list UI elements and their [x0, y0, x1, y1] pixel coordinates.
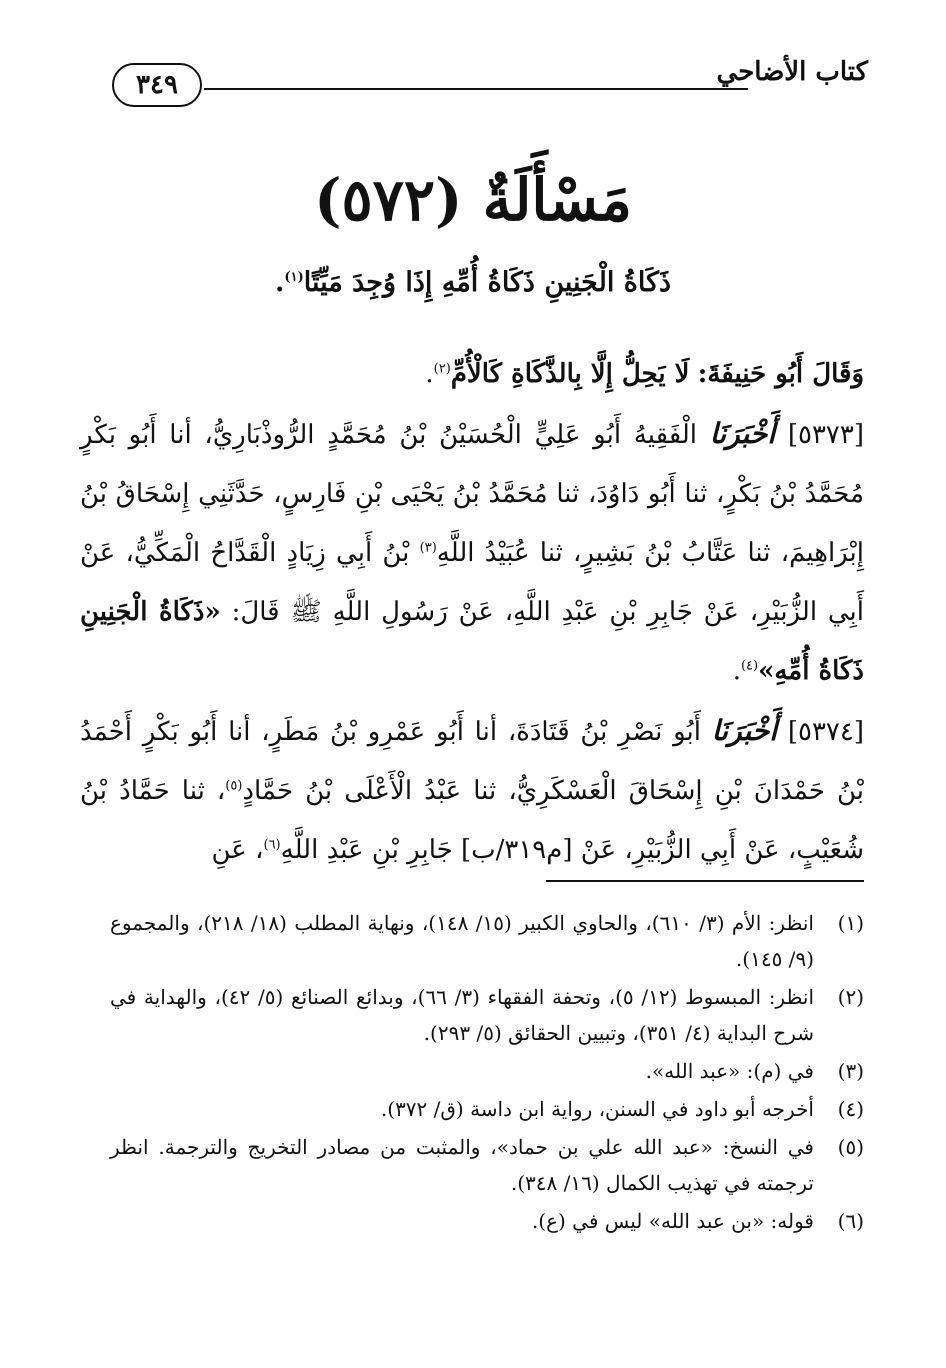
hadith-5373: [80, 404, 864, 701]
footnote: [110, 905, 864, 977]
isnad-text-cont: بْنُ أَبِي زِيَادٍ الْقَدَّاحُ الْمَكِّيُّ، عَنْ أَبِي الزُّبَيْرِ، عَنْ جَابِرِ بْنِ عَبْدِ اللَّهِ، عَنْ رَسُولِ اللَّهِ ﷺ قَالَ:: [80, 538, 864, 627]
footnote: [110, 1203, 864, 1239]
isnad-text: الْفَقِيهُ أَبُو عَلِيٍّ الْحُسَيْنُ بْنُ مُحَمَّدٍ الرُّوذْبَارِيُّ، أنا أَبُو بَكْرٍ مُحَمَّدُ بْنُ بَكْرٍ، ثنا أَبُو دَاوُدَ، ثنا مُحَمَّدُ بْنُ يَحْيَى بْنِ فَارِسٍ، حَدَّثَنِي إِسْحَاقُ بْنُ إِبْرَاهِيمَ، ثنا عَتَّابُ بْنُ بَشِيرٍ، ثنا عُبَيْدُ اللَّهِ: [80, 420, 864, 568]
akhbarana-label: أَخْبَرَنَا: [709, 417, 776, 450]
footnote-number: (٢): [837, 985, 864, 1009]
footnote-number: (١): [837, 911, 864, 935]
hadith-quote: «ذَكَاةُ الْجَنِينِ ذَكَاةُ أُمِّهِ»: [80, 597, 864, 686]
footnote-text: انظر: المبسوط (١٢/ ٥)، وتحفة الفقهاء (٣/ ٦٦)، وبدائع الصنائع (٥/ ٤٢)، والهداية في شرح البداية (٤/ ٣٥١)، وتبيين الحقائق (٥/ ٢٩٣).: [110, 985, 815, 1045]
footnote-number: (٦): [837, 1209, 864, 1233]
paragraph-lead: وَقَالَ أَبُو حَنِيفَةَ:: [697, 359, 864, 389]
page-header: [112, 55, 868, 107]
book-title: كتاب الأضاحي: [716, 57, 868, 87]
isnad-text-end: ، عَنِ: [211, 835, 264, 865]
isnad-text: أَبُو نَصْرِ بْنُ قَتَادَةَ، أنا أَبُو عَمْرِو بْنُ مَطَرٍ، أنا أَبُو بَكْرٍ أَحْمَدُ بْنُ حَمْدَانَ بْنِ إِسْحَاقَ الْعَسْكَرِيُّ، ثنا عَبْدُ الْأَعْلَى بْنُ حَمَّادٍ: [80, 717, 864, 806]
page-number: ٣٤٩: [112, 63, 202, 107]
issue-end: .: [275, 267, 285, 298]
paragraph-end: .: [425, 359, 434, 389]
footnote-ref-1: (١): [284, 270, 304, 285]
footnote-number: (٥): [837, 1135, 864, 1159]
chapter-heading: مَسْأَلَةٌ (٥٧٢): [314, 166, 632, 234]
footnote-text: في (م): «عبد الله».: [645, 1059, 814, 1083]
main-text: [80, 345, 864, 880]
header-rule: [204, 88, 748, 90]
paragraph-text: لَا يَحِلُّ إِلَّا بِالذَّكَاةِ كَالْأُمِّ: [450, 359, 690, 389]
footnote-ref-4: (٤): [740, 658, 759, 674]
footnote: [110, 1129, 864, 1201]
footnote-text: انظر: الأم (٣/ ٦١٠)، والحاوي الكبير (١٥/ ١٤٨)، ونهاية المطلب (١٨/ ٢١٨)، والمجموع (٩/ ١٤٥).: [110, 911, 814, 971]
footnotes: [110, 905, 864, 1241]
issue-statement: [80, 258, 866, 308]
footnote-number: (٣): [837, 1059, 864, 1083]
hadith-5374: [80, 701, 864, 880]
paragraph-abu-hanifa: [80, 345, 864, 404]
footnote-ref-6: (٦): [263, 837, 281, 853]
footnote-ref-2: (٢): [433, 361, 451, 377]
akhbarana-label: أَخْبَرَنَا: [711, 714, 778, 747]
hadith-number: [٥٣٧٣]: [787, 420, 865, 450]
footnote: [110, 1053, 864, 1089]
hadith-number: [٥٣٧٤]: [787, 717, 865, 747]
footnote-text: أخرجه أبو داود في السنن، رواية ابن داسة (ق/ ٣٧٢).: [380, 1097, 814, 1121]
isnad-text-cont: ، ثنا حَمَّادُ بْنُ شُعَيْبٍ، عَنْ أَبِي الزُّبَيْرِ، عَنْ [م٣١٩/ب] جَابِرِ بْنِ عَبْدِ اللَّهِ: [80, 776, 864, 865]
footnote-text: قوله: «بن عبد الله» ليس في (ع).: [531, 1209, 814, 1233]
footnote-ref-3: (٣): [419, 540, 437, 556]
footnote: [110, 979, 864, 1051]
issue-text: ذَكَاةُ الْجَنِينِ ذَكَاةُ أُمِّهِ إِذَا وُجِدَ مَيِّتًا: [303, 267, 671, 298]
footnote-text: في النسخ: «عبد الله علي بن حماد»، والمثبت من مصادر التخريج والترجمة. انظر ترجمته في تهذيب الكمال (١٦/ ٣٤٨).: [110, 1135, 814, 1195]
footnote-ref-5: (٥): [225, 778, 243, 794]
footnote-separator: [546, 880, 864, 882]
paragraph-end: .: [732, 656, 741, 686]
footnote: [110, 1091, 864, 1127]
footnote-number: (٤): [837, 1097, 864, 1121]
